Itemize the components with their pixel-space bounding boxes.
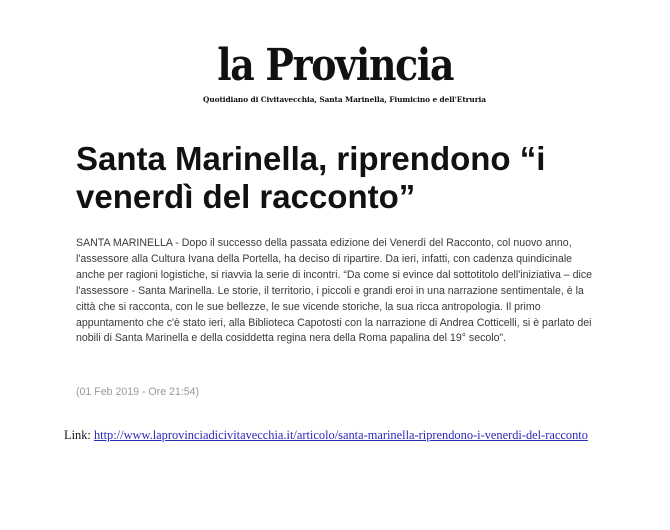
source-link-label: Link: xyxy=(64,428,91,442)
masthead xyxy=(0,40,670,92)
masthead-logo: la Provincia xyxy=(216,40,454,91)
masthead-subtitle: Quotidiano di Civitavecchia, Santa Marinella, Fiumicino e dell'Etruria xyxy=(203,95,486,104)
article-date: (01 Feb 2019 - Ore 21:54) xyxy=(76,386,200,398)
source-link-line xyxy=(64,428,624,442)
article-headline: Santa Marinella, riprendono “i venerdì del racconto” xyxy=(76,140,546,215)
article-body: SANTA MARINELLA - Dopo il successo della passata edizione dei Venerdì del Racconto, col nuovo anno, l'assessore alla Cultura Ivana della Portella, ha deciso di ripartire. Da ieri, infatti, con cadenza quindicinale anche per ragioni logistiche, si riavvia la serie di incontri. “Da come si evince dal sottotitolo dell'iniziativa – dice l'assessore - Santa Marinella. Le storie, il territorio, i piccoli e grandi eroi in una narrazione sentimentale, è la città che si racconta, con le sue bellezze, le sue vicende storiche, la sua ricca antropologia. Il primo appuntamento che c'è stato ieri, alla Biblioteca Capotosti con la narrazione di Andrea Cotticelli, si è parlato dei nobili di Santa Marinella e della cosiddetta regina nera della Roma papalina del 19° secolo”. xyxy=(76,237,593,345)
source-link[interactable]: http://www.laprovinciadicivitavecchia.it/articolo/santa-marinella-riprendono-i-venerdi-del-racconto xyxy=(93,428,588,442)
